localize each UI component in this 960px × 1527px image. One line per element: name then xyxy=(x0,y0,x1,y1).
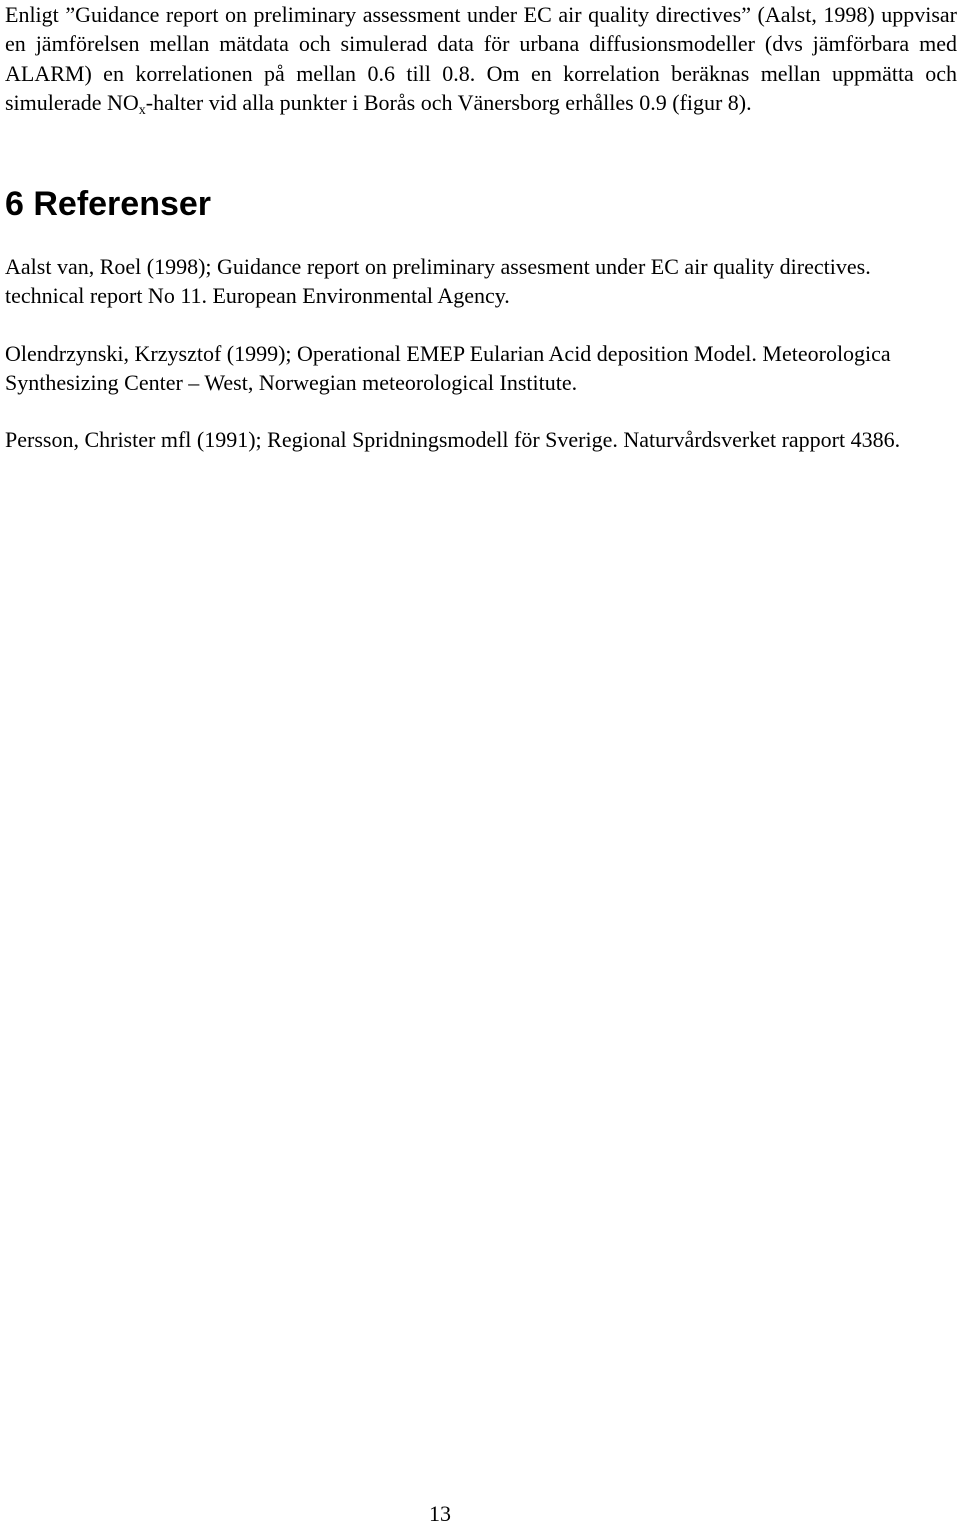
reference-item: Olendrzynski, Krzysztof (1999); Operational EMEP Eularian Acid deposition Model. Meteorologica Synthesizing Center – West, Norwegian meteorological Institute. xyxy=(5,340,891,396)
reference-item: Aalst van, Roel (1998); Guidance report on preliminary assesment under EC air quality directives. technical report No 11. European Environmental Agency. xyxy=(5,254,871,309)
intro-paragraph xyxy=(5,0,957,117)
intro-text-main: Enligt ”Guidance report on preliminary assessment under EC air quality directives” (Aalst, 1998) uppvisar en jämförelsen mellan mätdata och simulerad data för urbana diffusionsmodeller (dvs jämförbara med ALARM) en korrelationen på mellan 0.6 till 0.8. Om en korrelation beräknas mellan uppmätta och simulerade NO xyxy=(5,2,957,115)
nox-subscript: x xyxy=(138,102,146,118)
page-number: 13 xyxy=(429,1501,451,1526)
document-page xyxy=(5,0,957,483)
intro-text-end: -halter vid alla punkter i Borås och Vänersborg erhålles 0.9 (figur 8). xyxy=(145,89,752,115)
section-heading: 6 Referenser xyxy=(5,185,212,224)
reference-item: Persson, Christer mfl (1991); Regional Spridningsmodell för Sverige. Naturvårdsverket rapport 4386. xyxy=(5,427,901,453)
reference-list xyxy=(5,252,957,454)
